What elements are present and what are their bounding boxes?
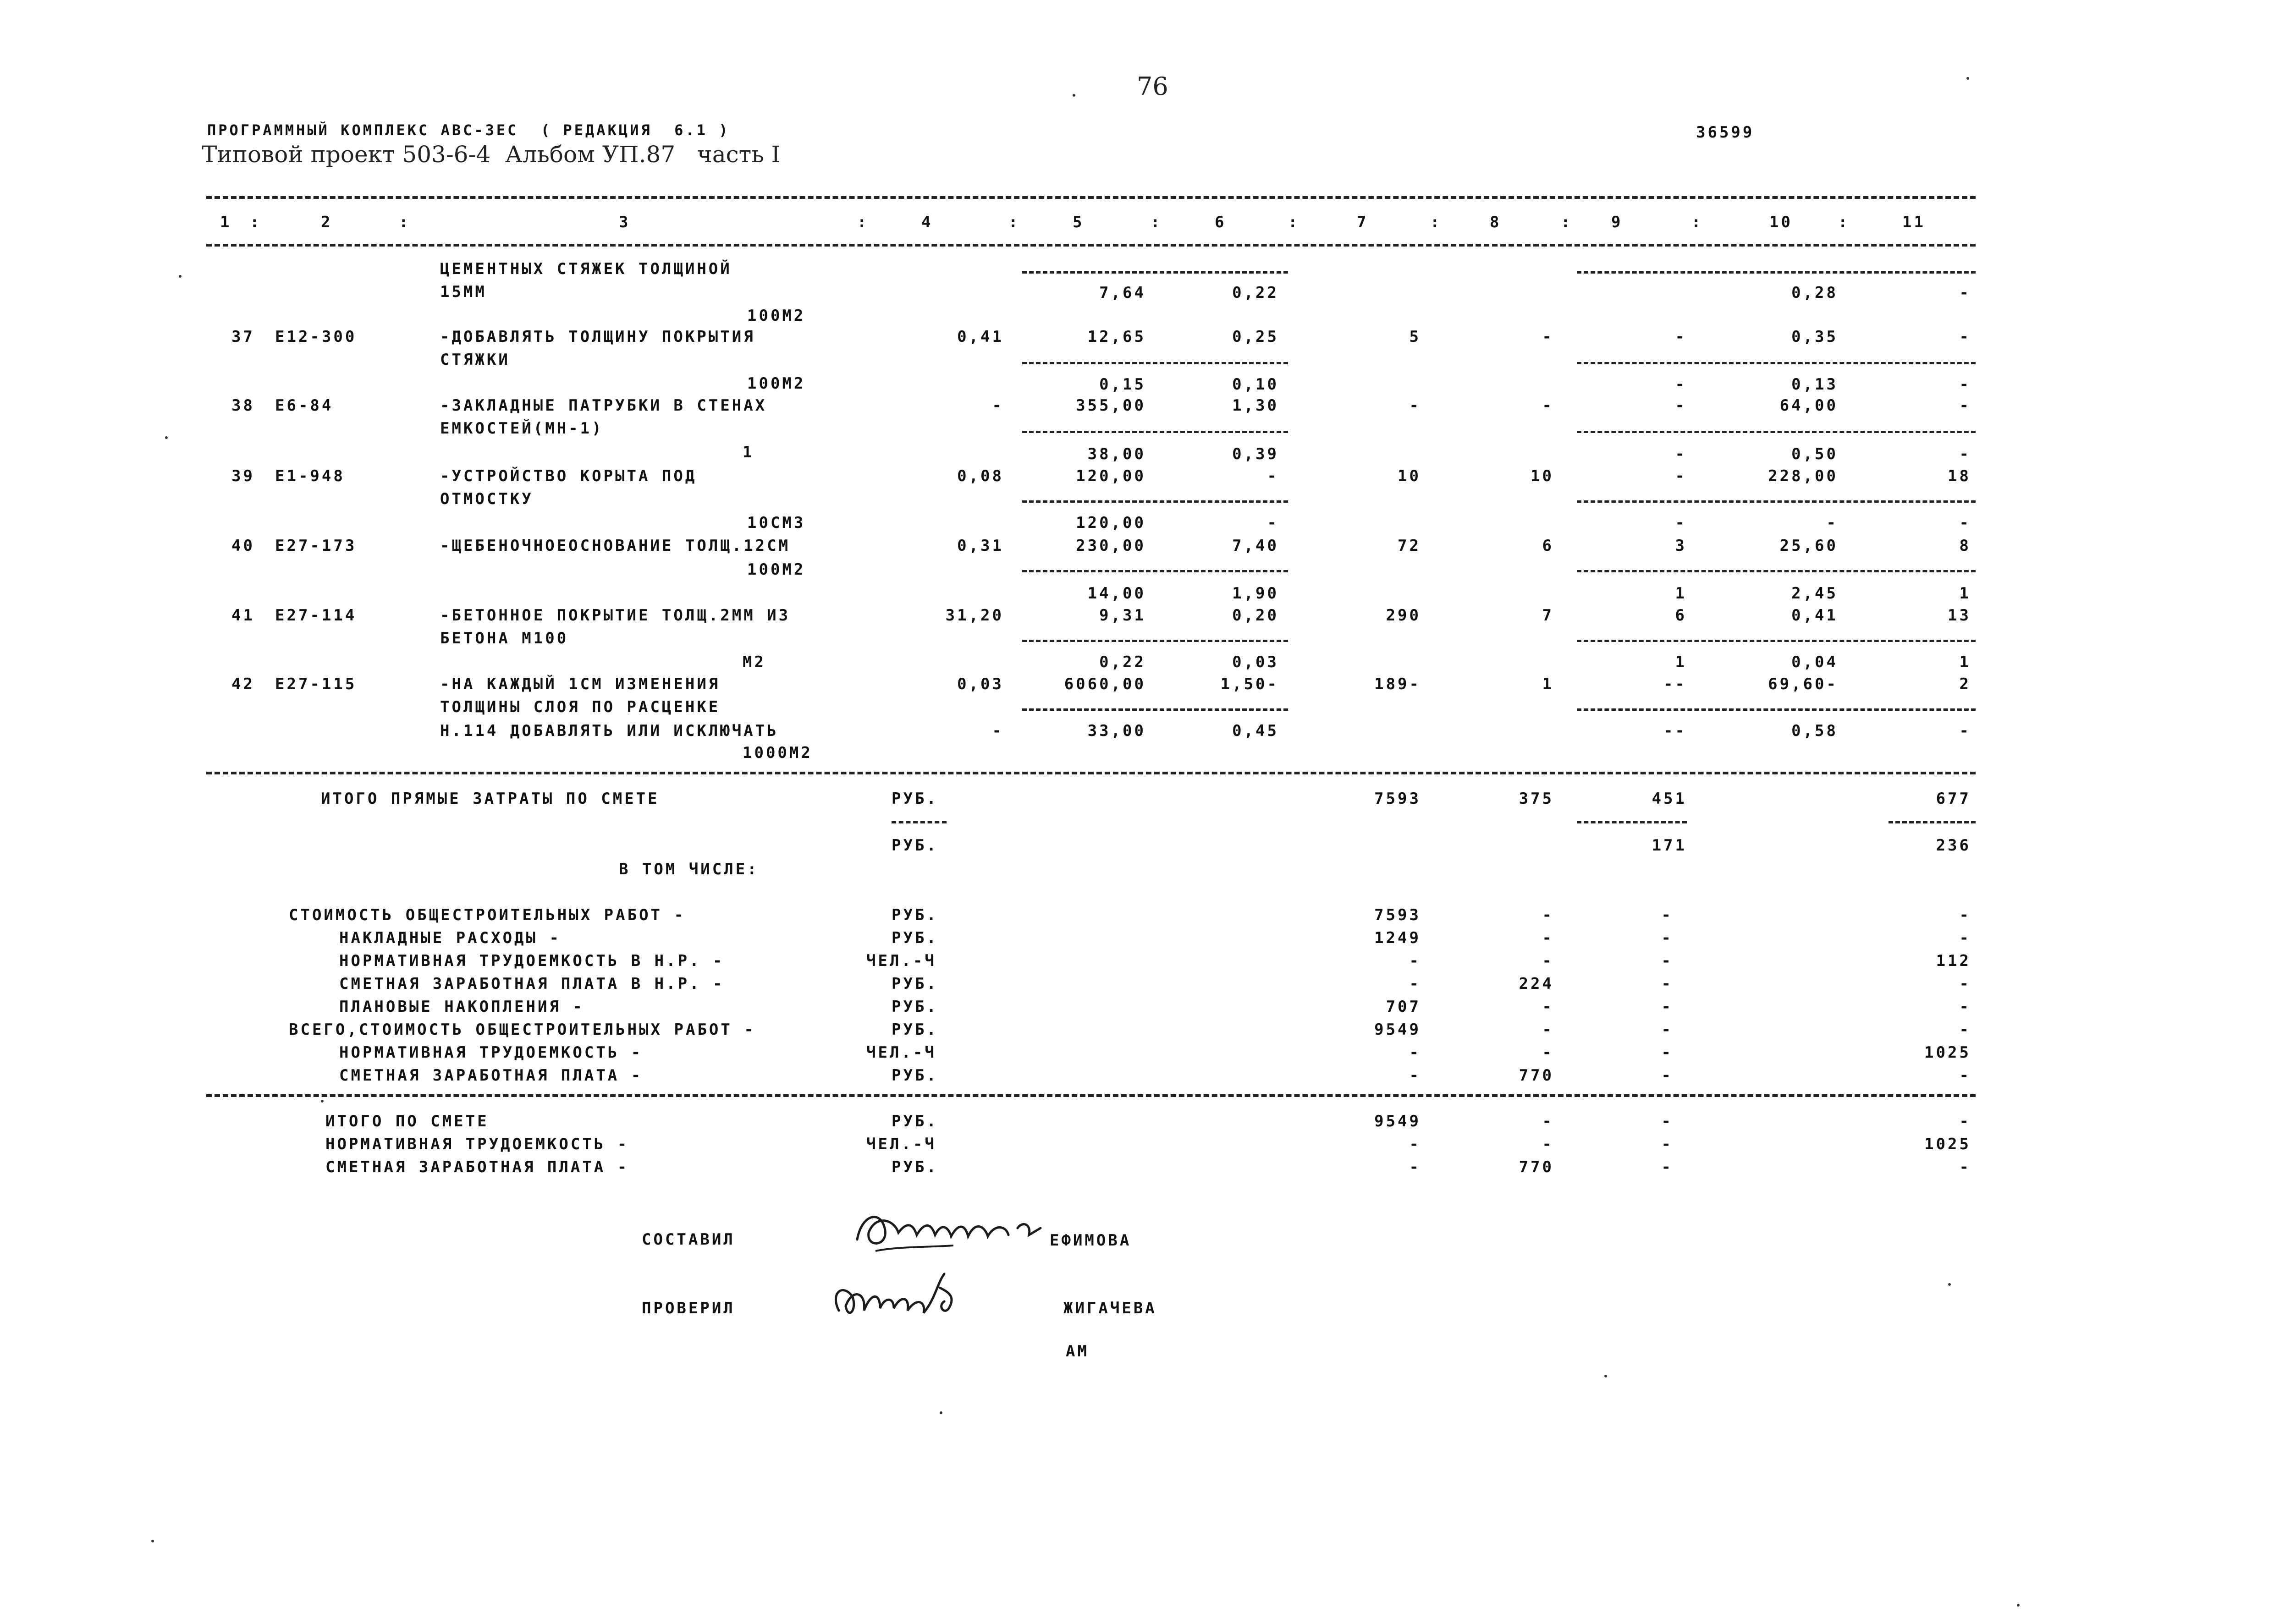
checked-label: ПРОВЕРИЛ	[642, 1299, 735, 1317]
compiled-name: ЕФИМОВА	[1050, 1231, 1132, 1250]
totals-rule	[206, 772, 1976, 774]
checked-name: ЖИГАЧЕВА	[1063, 1299, 1157, 1317]
col-8: 8	[1490, 213, 1502, 231]
header-top-rule	[206, 196, 1976, 199]
col-4: 4	[921, 213, 933, 231]
compiled-signature	[848, 1196, 1132, 1265]
project-title: Типовой проект 503-6-4 Альбом УП.87 часть I	[202, 141, 781, 168]
col-9: 9	[1611, 213, 1623, 231]
including-label: В ТОМ ЧИСЛЕ:	[619, 860, 759, 878]
header-bottom-rule	[206, 244, 1976, 247]
col-10: 10	[1769, 213, 1793, 231]
doc-number: 36599	[1696, 123, 1755, 142]
final-rule	[206, 1094, 1976, 1097]
extra-initials: АМ	[1066, 1342, 1089, 1361]
col-1: 1	[220, 213, 232, 231]
col-7: 7	[1357, 213, 1369, 231]
col-5: 5	[1073, 213, 1085, 231]
program-header: ПРОГРАММНЫЙ КОМПЛЕКС АВС-ЗЕС ( РЕДАКЦИЯ 6.1 )	[207, 121, 730, 139]
col-11: 11	[1902, 213, 1926, 231]
col-2: 2	[321, 213, 333, 231]
page-number: 76	[1137, 72, 1168, 101]
compiled-label: СОСТАВИЛ	[642, 1230, 735, 1249]
col-6: 6	[1215, 213, 1227, 231]
col-3: 3	[619, 213, 631, 231]
checked-signature	[825, 1256, 1063, 1333]
